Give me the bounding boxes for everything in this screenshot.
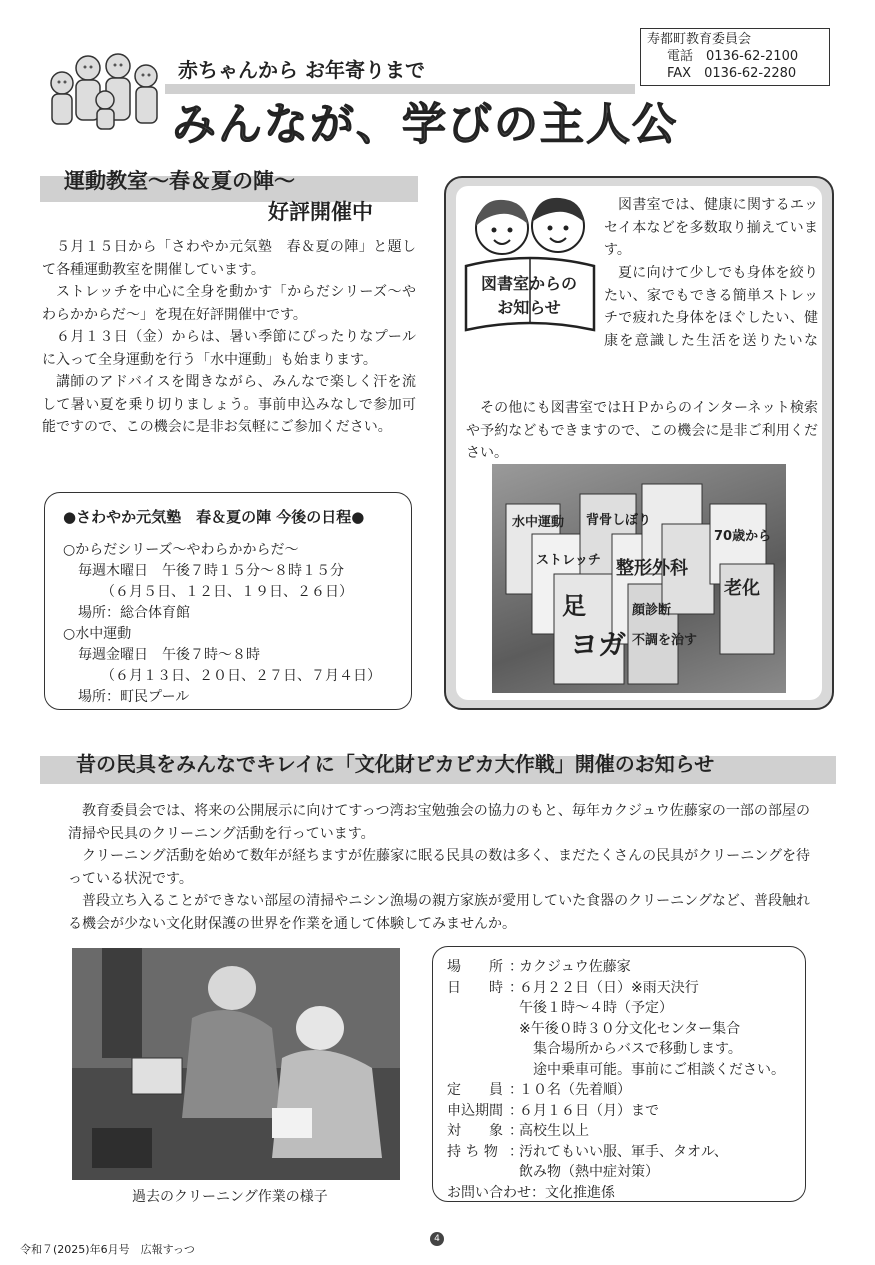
- book-title: ストレッチ: [536, 553, 601, 568]
- bring-value-2: 飲み物（熱中症対策）: [519, 1164, 659, 1180]
- issue-label: 令和７(2025)年6月号 広報すっつ: [20, 1243, 195, 1256]
- schedule-line: （６月５日、１２日、１９日、２６日）: [101, 584, 353, 600]
- cultural-body: [68, 800, 810, 935]
- book-title: 水中運動: [512, 515, 565, 530]
- photo-caption: 過去のクリーニング作業の様子: [132, 1189, 328, 1205]
- schedule-line: 場所：総合体育館: [78, 605, 190, 621]
- cleaning-photo: [72, 948, 400, 1180]
- schedule-line: 毎週木曜日 午後７時１５分～８時１５分: [78, 563, 344, 579]
- book-title: 足: [562, 592, 586, 620]
- place-label: 場 所: [447, 959, 503, 975]
- cultural-paragraph: クリーニング活動を始めて数年が経ちますが佐藤家に眠る民具の数は多く、まだたくさんの民具がクリーニングを待っている状況です。: [68, 848, 810, 887]
- exercise-paragraph: ストレッチを中心に全身を動かす「からだシリーズ～やわらかからだ～」を現在好評開催中です。: [42, 284, 416, 323]
- date-value: ６月２２日（日）※雨天決行: [519, 979, 699, 996]
- time-value: 午後１時～４時（予定）: [519, 1000, 673, 1016]
- contact-value: 文化推進係: [545, 1184, 615, 1201]
- cultural-paragraph: 普段立ち入ることができない部屋の清掃やニシン漁場の親方家族が愛用していた食器のクリーニングなど、普段触れる機会が少ない文化財保護の世界を作業を通して体験してみませんか。: [68, 893, 810, 932]
- book-title: 顔診断: [632, 603, 672, 618]
- exercise-paragraph: ６月１３日（金）からは、暑い季節にぴったりなプールに入って全身運動を行う「水中運動」も始まります。: [42, 329, 416, 368]
- schedule-line: 毎週金曜日 午後７時～８時: [78, 647, 260, 663]
- library-body-bottom: [466, 397, 818, 465]
- target-label: 対 象: [447, 1123, 503, 1139]
- schedule-title: ●さわやか元気塾 春＆夏の陣 今後の日程●: [63, 508, 365, 526]
- contact-label: お問い合わせ: [447, 1184, 531, 1201]
- book-title: 背骨しぼり: [586, 513, 652, 528]
- midway-note: 途中乗車可能。事前にご相談ください。: [533, 1061, 785, 1078]
- capacity-label: 定 員: [447, 1082, 503, 1098]
- library-body-top: [604, 194, 818, 262]
- deadline-label: 申込期間: [447, 1102, 503, 1119]
- exercise-title-line2: 好評開催中: [268, 200, 373, 224]
- library-badge-line1: 図書室からの: [480, 274, 577, 293]
- schedule-line: （６月１３日、２０日、２７日、７月４日）: [101, 668, 381, 684]
- fax-number: 0136-62-2280: [704, 66, 797, 81]
- capacity-value: １０名（先着順）: [519, 1082, 631, 1098]
- org-name: 寿都町教育委員会: [647, 32, 752, 47]
- library-body-mid: [466, 262, 818, 352]
- event-details-box: 場 所 ： カクジュウ佐藤家 日 時 ： ６月２２日（日）※雨天決行 午後１時～４時（予定） ※午後０時３０分文化センター集合 集合場所からバスで移動します。 途中乗車可能。事前にご相談ください。 定 員 ： １０名（先着順） 申込期間 ： ６月１６日（月）まで 対 象 ： 高校生以上 持 ち 物 ： 汚れてもいい服、軍手、タオル、 飲み物（熱中症対策） お問い合わせ ： 文化推進係: [432, 946, 806, 1202]
- bring-label: 持 ち 物: [447, 1143, 498, 1160]
- schedule-line: 場所：町民プール: [78, 689, 190, 705]
- bring-value: 汚れてもいい服、軍手、タオル、: [519, 1143, 728, 1160]
- exercise-paragraph: ５月１５日から「さわやか元気塾 春＆夏の陣」と題して各種運動教室を開催しています。: [42, 239, 416, 278]
- header-subtitle: 赤ちゃんから お年寄りまで: [178, 58, 425, 82]
- library-paragraph: 図書室では、健康に関するエッセイ本などを多数取り揃えています。: [604, 197, 818, 258]
- book-title: ヨガ: [570, 628, 627, 661]
- exercise-body: [42, 236, 416, 439]
- page-number: 4: [430, 1232, 444, 1246]
- place-value: カクジュウ佐藤家: [519, 959, 631, 975]
- books-photo: [492, 464, 786, 693]
- exercise-title-line1: 運動教室～春＆夏の陣～: [64, 169, 295, 193]
- book-title: 老化: [724, 578, 760, 599]
- book-title: 70歳から: [714, 529, 772, 544]
- book-title: 不調を治す: [632, 633, 698, 648]
- family-illustration: [40, 38, 170, 138]
- meeting-note: ※午後０時３０分文化センター集合: [519, 1020, 741, 1037]
- exercise-paragraph: 講師のアドバイスを聞きながら、みんなで楽しく汗を流して暑い夏を乗り切りましょう。事前申込みなしで参加可能ですので、この機会に是非お気軽にご参加ください。: [42, 374, 416, 435]
- fax-label: FAX: [667, 66, 692, 81]
- cultural-title: 昔の民具をみんなでキレイに「文化財ピカピカ大作戦」開催のお知らせ: [76, 752, 715, 776]
- library-paragraph: 夏に向けて少しでも身体を絞りたい、家でもできる簡単ストレッチで疲れた身体をほぐしたい、健康を意識した生活を送りたいな: [604, 265, 818, 349]
- bus-note: 集合場所からバスで移動します。: [533, 1041, 742, 1057]
- deadline-value: ６月１６日（月）まで: [519, 1102, 659, 1119]
- book-title: 整形外科: [616, 558, 688, 579]
- header-title: みんなが、学びの主人公: [172, 99, 678, 150]
- schedule-box: [44, 492, 412, 710]
- schedule-line: ○水中運動: [63, 626, 132, 642]
- phone-label: 電話: [667, 49, 694, 64]
- cultural-paragraph: 教育委員会では、将来の公開展示に向けてすっつ湾お宝勉強会の協力のもと、毎年カクジュウ佐藤家の一部の部屋の清掃や民具のクリーニング活動を行っています。: [68, 803, 810, 842]
- schedule-line: ○からだシリーズ～やわらかからだ～: [63, 542, 299, 558]
- library-paragraph: その他にも図書室ではＨＰからのインターネット検索や予約などもできますので、この機会に是非ご利用ください。: [466, 400, 818, 461]
- contact-box: [640, 28, 830, 86]
- phone-number: 0136-62-2100: [706, 49, 799, 64]
- target-value: 高校生以上: [519, 1123, 589, 1139]
- date-label: 日 時: [447, 979, 503, 996]
- library-badge-line2: お知らせ: [497, 298, 561, 317]
